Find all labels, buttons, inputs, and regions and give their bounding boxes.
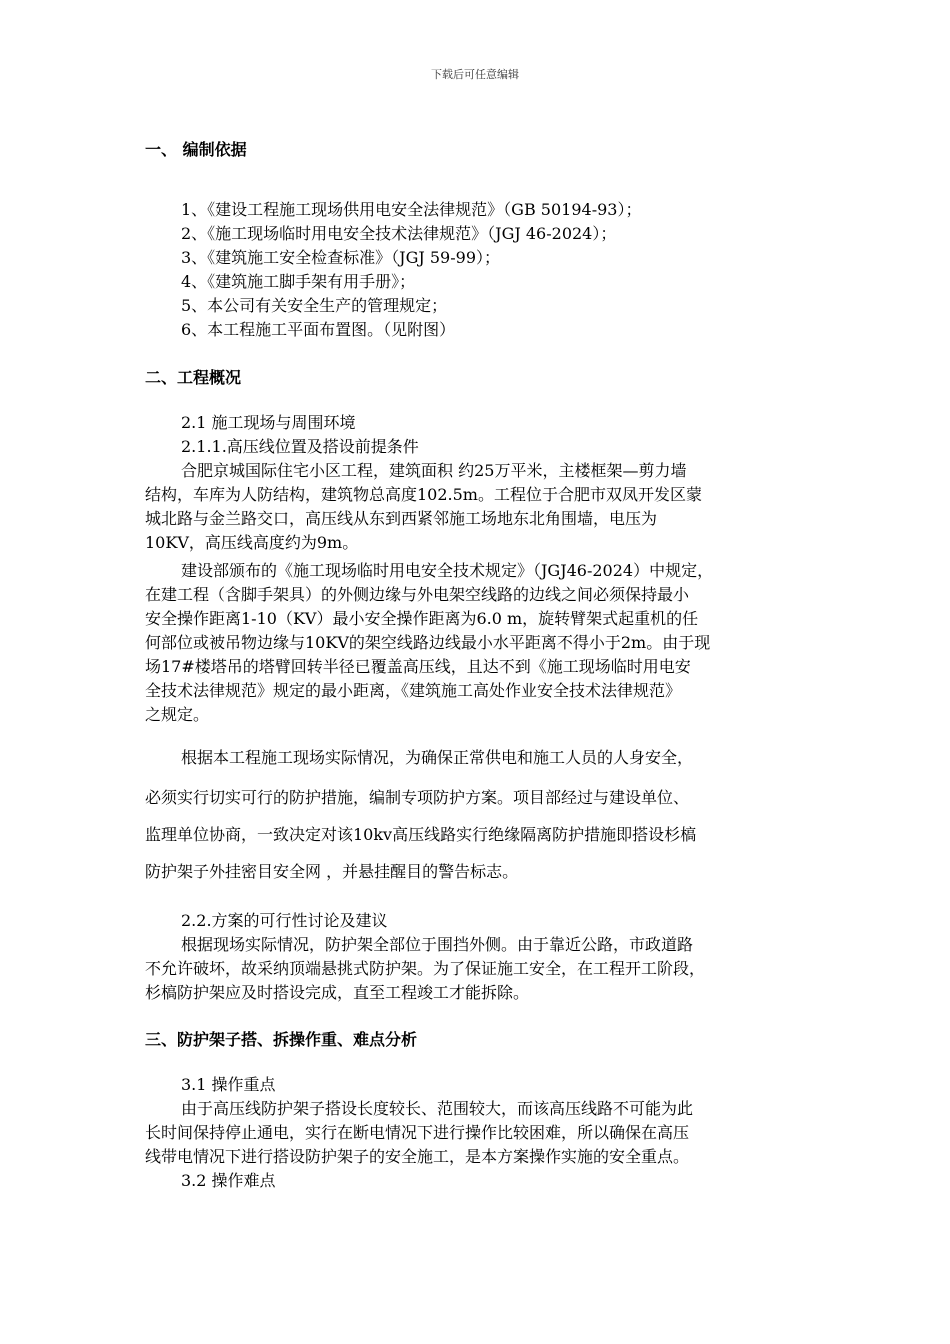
paragraph-line: 由于高压线防护架子搭设长度较长、范围较大，而该高压线路不可能为此 [181, 1099, 694, 1118]
paragraph-line: 城北路与金兰路交口，高压线从东到西紧邻施工场地东北角围墙，电压为 [145, 509, 658, 528]
paragraph-line: 场17#楼塔吊的塔臂回转半径已覆盖高压线，且达不到《施工现场临时用电安 [145, 657, 691, 676]
reference-item: 2、《施工现场临时用电安全技术法律规范》（JGJ 46-2024）； [181, 224, 617, 243]
reference-item: 1、《建设工程施工现场供用电安全法律规范》（GB 50194-93）； [181, 200, 642, 219]
paragraph-line: 防护架子外挂密目安全网 ，并悬挂醒目的警告标志。 [145, 862, 519, 881]
paragraph-line: 何部位或被吊物边缘与10KV的架空线路边线最小水平距离不得小于2m。由于现 [145, 633, 711, 652]
paragraph-line: 根据本工程施工现场实际情况，为确保正常供电和施工人员的人身安全， [181, 748, 694, 767]
subsection-title: 2.1 施工现场与周围环境 [181, 413, 356, 432]
paragraph-line: 根据现场实际情况，防护架全部位于围挡外侧。由于靠近公路，市政道路 [181, 935, 694, 954]
subsection-title: 3.1 操作重点 [181, 1075, 276, 1094]
reference-item: 6、本工程施工平面布置图。（见附图） [181, 320, 456, 339]
paragraph-line: 线带电情况下进行搭设防护架子的安全施工，是本方案操作实施的安全重点。 [145, 1147, 690, 1166]
subsection-title: 3.2 操作难点 [181, 1171, 276, 1190]
paragraph-line: 杉槁防护架应及时搭设完成，直至工程竣工才能拆除。 [145, 983, 530, 1002]
paragraph-line: 建设部颁布的《施工现场临时用电安全技术规定》（JGJ46-2024）中规定， [181, 561, 714, 580]
paragraph-line: 监理单位协商，一致决定对该10kv高压线路实行绝缘隔离防护措施即搭设杉槁 [145, 825, 697, 844]
section-2-title: 二、工程概况 [145, 368, 242, 387]
paragraph-line: 安全操作距离1-10（KV）最小安全操作距离为6.0 m，旋转臂架式起重机的任 [145, 609, 699, 628]
reference-item: 3、《建筑施工安全检查标准》（JGJ 59-99）； [181, 248, 501, 267]
page-header: 下载后可任意编辑 [431, 68, 519, 81]
section-1-title: 一、 编制依据 [145, 140, 247, 159]
subsection-title: 2.2.方案的可行性讨论及建议 [181, 911, 388, 930]
paragraph-line: 必须实行切实可行的防护措施，编制专项防护方案。项目部经过与建设单位、 [145, 788, 690, 807]
paragraph-line: 10KV，高压线高度约为9m。 [145, 533, 359, 552]
paragraph-line: 全技术法律规范》规定的最小距离，《建筑施工高处作业安全技术法律规范》 [145, 681, 682, 700]
paragraph-line: 之规定。 [145, 705, 210, 724]
paragraph-line: 结构，车库为人防结构，建筑物总高度102.5m。工程位于合肥市双凤开发区蒙 [145, 485, 702, 504]
paragraph-line: 在建工程（含脚手架具）的外侧边缘与外电架空线路的边线之间必须保持最小 [145, 585, 690, 604]
paragraph-line: 合肥京城国际住宅小区工程，建筑面积 约25万平米，主楼框架—剪力墙 [181, 461, 687, 480]
paragraph-line: 不允许破坏，故采纳顶端悬挑式防护架。为了保证施工安全，在工程开工阶段， [145, 959, 706, 978]
reference-item: 5、本公司有关安全生产的管理规定； [181, 296, 448, 315]
subsection-title: 2.1.1.高压线位置及搭设前提条件 [181, 437, 419, 456]
paragraph-line: 长时间保持停止通电，实行在断电情况下进行操作比较困难，所以确保在高压 [145, 1123, 690, 1142]
section-3-title: 三、防护架子搭、拆操作重、难点分析 [145, 1030, 418, 1049]
reference-item: 4、《建筑施工脚手架有用手册》； [181, 272, 416, 291]
